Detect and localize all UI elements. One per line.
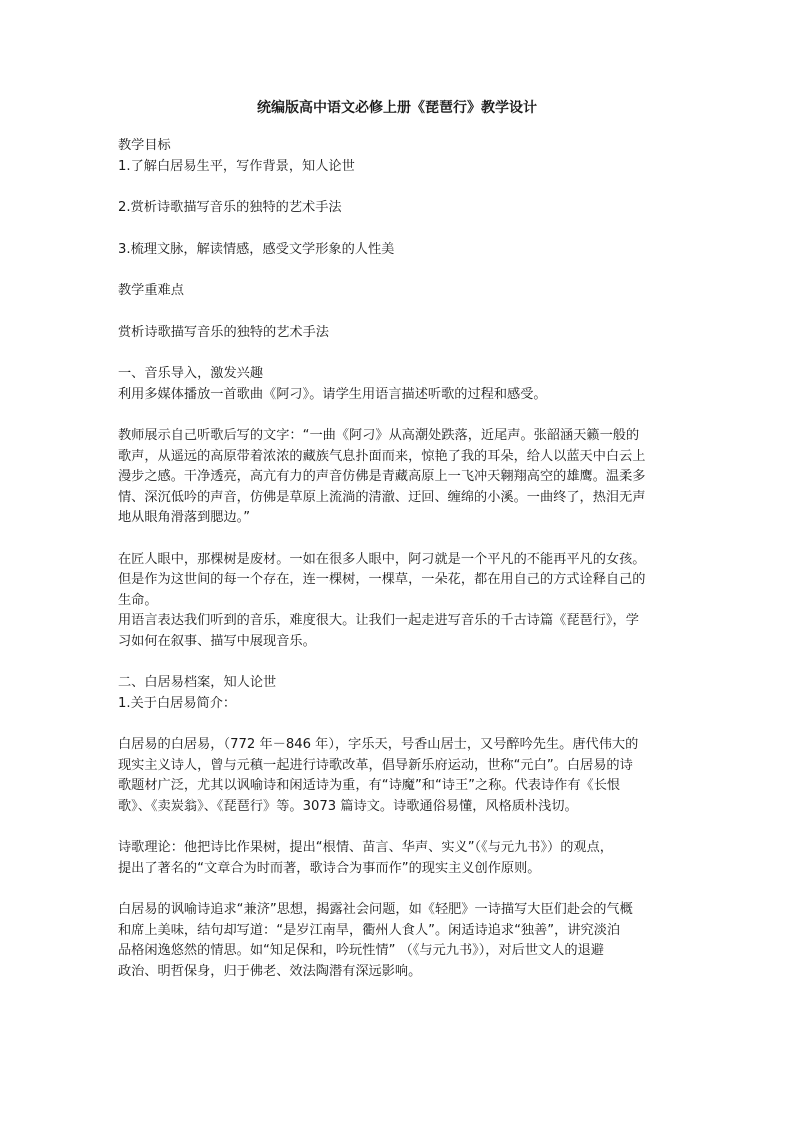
satirical-poetry-paragraph [118,900,686,982]
paragraph-line: 白居易的讽喻诗追求“兼济”思想，揭露社会问题，如《轻肥》一诗描写大臣们赴会的气概 [118,902,633,917]
goal-item-2: 2.赏析诗歌描写音乐的独特的艺术手法 [118,200,342,215]
paragraph-line: 教师展示自己听歌后写的文字：“一曲《阿刁》从高潮处跌落，近尾声。张韶涵天籁一般的 [118,428,640,443]
paragraph-line: 白居易的白居易，（772 年－846 年），字乐天，号香山居士，又号醉吟先生。唐代伟大的 [118,737,639,752]
paragraph-line: 地从眼角滑落到腮边。” [118,510,251,525]
music-expression-paragraph [118,611,686,652]
section-2-subheading: 1.关于白居易简介： [118,695,237,711]
paragraph-line: 用语言表达我们听到的音乐，难度很大。让我们一起走进写音乐的千古诗篇《琵琶行》，学 [118,613,639,628]
key-difficulty-heading: 教学重难点 [118,283,184,298]
paragraph-line: 但是作为这世间的每一个存在，连一棵树，一棵草，一朵花，都在用自己的方式诠释自己的 [118,572,646,587]
paragraph-line: 诗歌理论：他把诗比作果树，提出“根情、苗言、华声、实义”（《与元九书》）的观点， [118,840,613,855]
paragraph-line: 在匠人眼中，那棵树是废材。一如在很多人眼中，阿刁就是一个平凡的不能再平凡的女孩。 [118,551,646,567]
section-2-heading: 二、白居易档案，知人论世 [118,675,277,690]
paragraph-line: 漫步之感。干净透亮，高亢有力的声音仿佛是青藏高原上一飞冲天翱翔高空的雄鹰。温柔多 [118,469,646,484]
paragraph-line: 歌声，从遥远的高原带着浓浓的藏族气息扑面而来，惊艳了我的耳朵，给人以蓝天中白云上 [118,448,646,464]
document-body [118,136,686,982]
craftsman-paragraph [118,550,686,612]
paragraph-line: 习如何在叙事、描写中展现音乐。 [118,633,316,649]
teacher-writing-paragraph [118,426,686,529]
document-title: 统编版高中语文必修上册《琵琶行》教学设计 [257,100,537,116]
poetry-theory-paragraph [118,838,686,879]
paragraph-line: 政治、明哲保身，归于佛老、效法陶潜有深远影响。 [118,963,422,979]
goals-heading: 教学目标 [118,138,171,153]
paragraph-line: 情、深沉低吟的声音，仿佛是草原上流淌的清澈、迂回、缠绵的小溪。一曲终了，热泪无声 [118,489,646,505]
paragraph-line: 现实主义诗人，曾与元稹一起进行诗歌改革，倡导新乐府运动，世称“元白”。白居易的诗 [118,757,633,773]
paragraph-line: 歌题材广泛，尤其以讽喻诗和闲适诗为重，有“诗魔”和“诗王”之称。代表诗作有《长恨 [118,778,621,793]
key-difficulty-text: 赏析诗歌描写音乐的独特的艺术手法 [118,324,329,340]
section-1-heading: 一、音乐导入，激发兴趣 [118,366,264,381]
paragraph-line: 歌》、《卖炭翁》、《琵琶行》等。3073 篇诗文。诗歌通俗易懂，风格质朴浅切。 [118,798,578,814]
paragraph-line: 和席上美味，结句却写道：“是岁江南旱，衢州人食人”。闲适诗追求“独善”，讲究淡泊 [118,922,621,938]
paragraph-line: 生命。 [118,592,158,608]
biography-paragraph [118,735,686,817]
goal-item-1: 1.了解白居易生平，写作背景，知人论世 [118,158,355,174]
goal-item-3: 3.梳理文脉，解读情感，感受文学形象的人性美 [118,241,395,257]
paragraph-line: 提出了著名的“文章合为时而著，歌诗合为事而作”的现实主义创作原则。 [118,860,541,876]
section-1-intro: 利用多媒体播放一首歌曲《阿刁》。请学生用语言描述听歌的过程和感受。 [118,386,547,402]
paragraph-line: 品格闲逸悠然的情思。如“知足保和，吟玩性情” （《与元九书》），对后世文人的退避 [118,943,604,958]
